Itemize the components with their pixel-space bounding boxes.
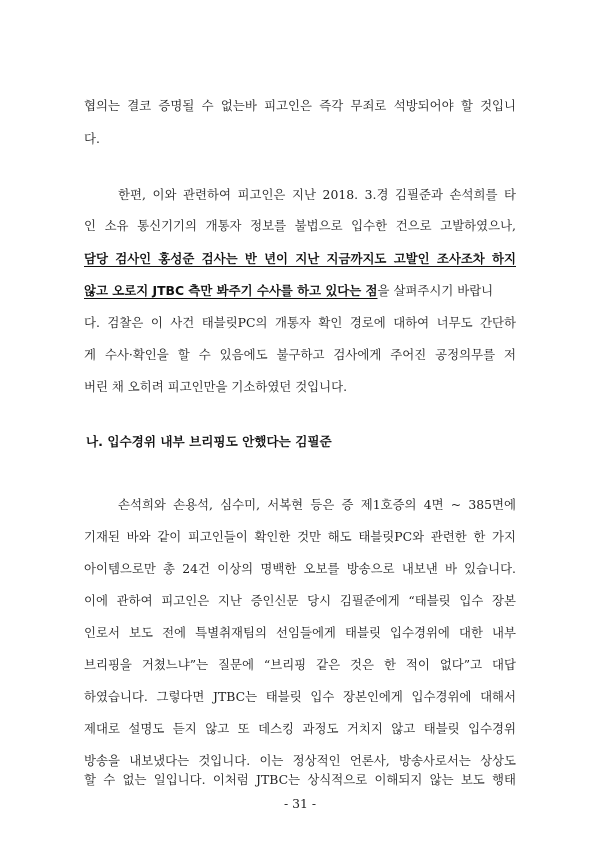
paragraph2-line-4-rest: 을 살펴주시기 바랍니: [377, 283, 494, 298]
paragraph1-line-2: 다.: [84, 131, 100, 146]
paragraph1-line-1: 협의는 결코 증명될 수 없는바 피고인은 즉각 무죄로 석방되어야 할 것입니: [84, 98, 516, 113]
paragraph3-line-8: 제대로 설명도 듣지 않고 또 데스킹 과정도 거치지 않고 태블릿 입수경위: [84, 721, 516, 736]
paragraph2-line-3-emphasis: 담당 검사인 홍성준 검사는 반 년이 지난 지금까지도 고발인 조사조차 하지: [84, 251, 516, 266]
paragraph2-line-2: 인 소유 통신기기의 개통자 정보를 불법으로 입수한 건으로 고발하였으나,: [84, 218, 516, 233]
paragraph2-line-5: 다. 검찰은 이 사건 태블릿PC의 개통자 확인 경로에 대하여 너무도 간단하: [84, 315, 516, 330]
page-number: - 31 -: [283, 796, 317, 811]
paragraph2-line-6: 게 수사·확인을 할 수 있음에도 불구하고 검사에게 주어진 공정의무를 저: [84, 347, 516, 362]
paragraph3-line-6: 브리핑을 거쳤느냐”는 질문에 “브리핑 같은 것은 한 적이 없다”고 대답: [84, 657, 516, 672]
paragraph3-line-10: 할 수 없는 일입니다. 이처럼 JTBC는 상식적으로 이해되지 않는 보도 행태: [84, 772, 516, 787]
paragraph2-line-1: 한편, 이와 관련하여 피고인은 지난 2018. 3.경 김필준과 손석희를 타: [118, 187, 516, 202]
paragraph2-line-4: [84, 281, 516, 299]
paragraph3-line-3: 아이템으로만 총 24건 이상의 명백한 오보를 방송으로 내보낸 바 있습니다.: [84, 561, 516, 576]
section-heading: 나. 입수경위 내부 브리핑도 안했다는 김필준: [86, 434, 332, 449]
paragraph2-line-4-emphasis: 않고 오로지 JTBC 측만 봐주기 수사를 하고 있다는 점: [84, 283, 378, 298]
paragraph3-line-7: 하였습니다. 그렇다면 JTBC는 태블릿 입수 장본인에게 입수경위에 대해서: [84, 689, 516, 704]
paragraph3-line-1: 손석희와 손용석, 심수미, 서복현 등은 증 제1호증의 4면 ~ 385면에: [118, 497, 516, 512]
paragraph3-line-9: 방송을 내보냈다는 것입니다. 이는 정상적인 언론사, 방송사로서는 상상도: [84, 753, 516, 768]
paragraph3-line-2: 기재된 바와 같이 피고인들이 확인한 것만 해도 태블릿PC와 관련한 한 가지: [84, 529, 516, 544]
paragraph3-line-5: 인로서 보도 전에 특별취재팀의 선임들에게 태블릿 입수경위에 대한 내부: [84, 625, 516, 640]
paragraph3-line-4: 이에 관하여 피고인은 지난 증인신문 당시 김필준에게 “태블릿 입수 장본: [84, 593, 516, 608]
paragraph2-line-7: 버린 채 오히려 피고인만을 기소하였던 것입니다.: [84, 379, 348, 394]
